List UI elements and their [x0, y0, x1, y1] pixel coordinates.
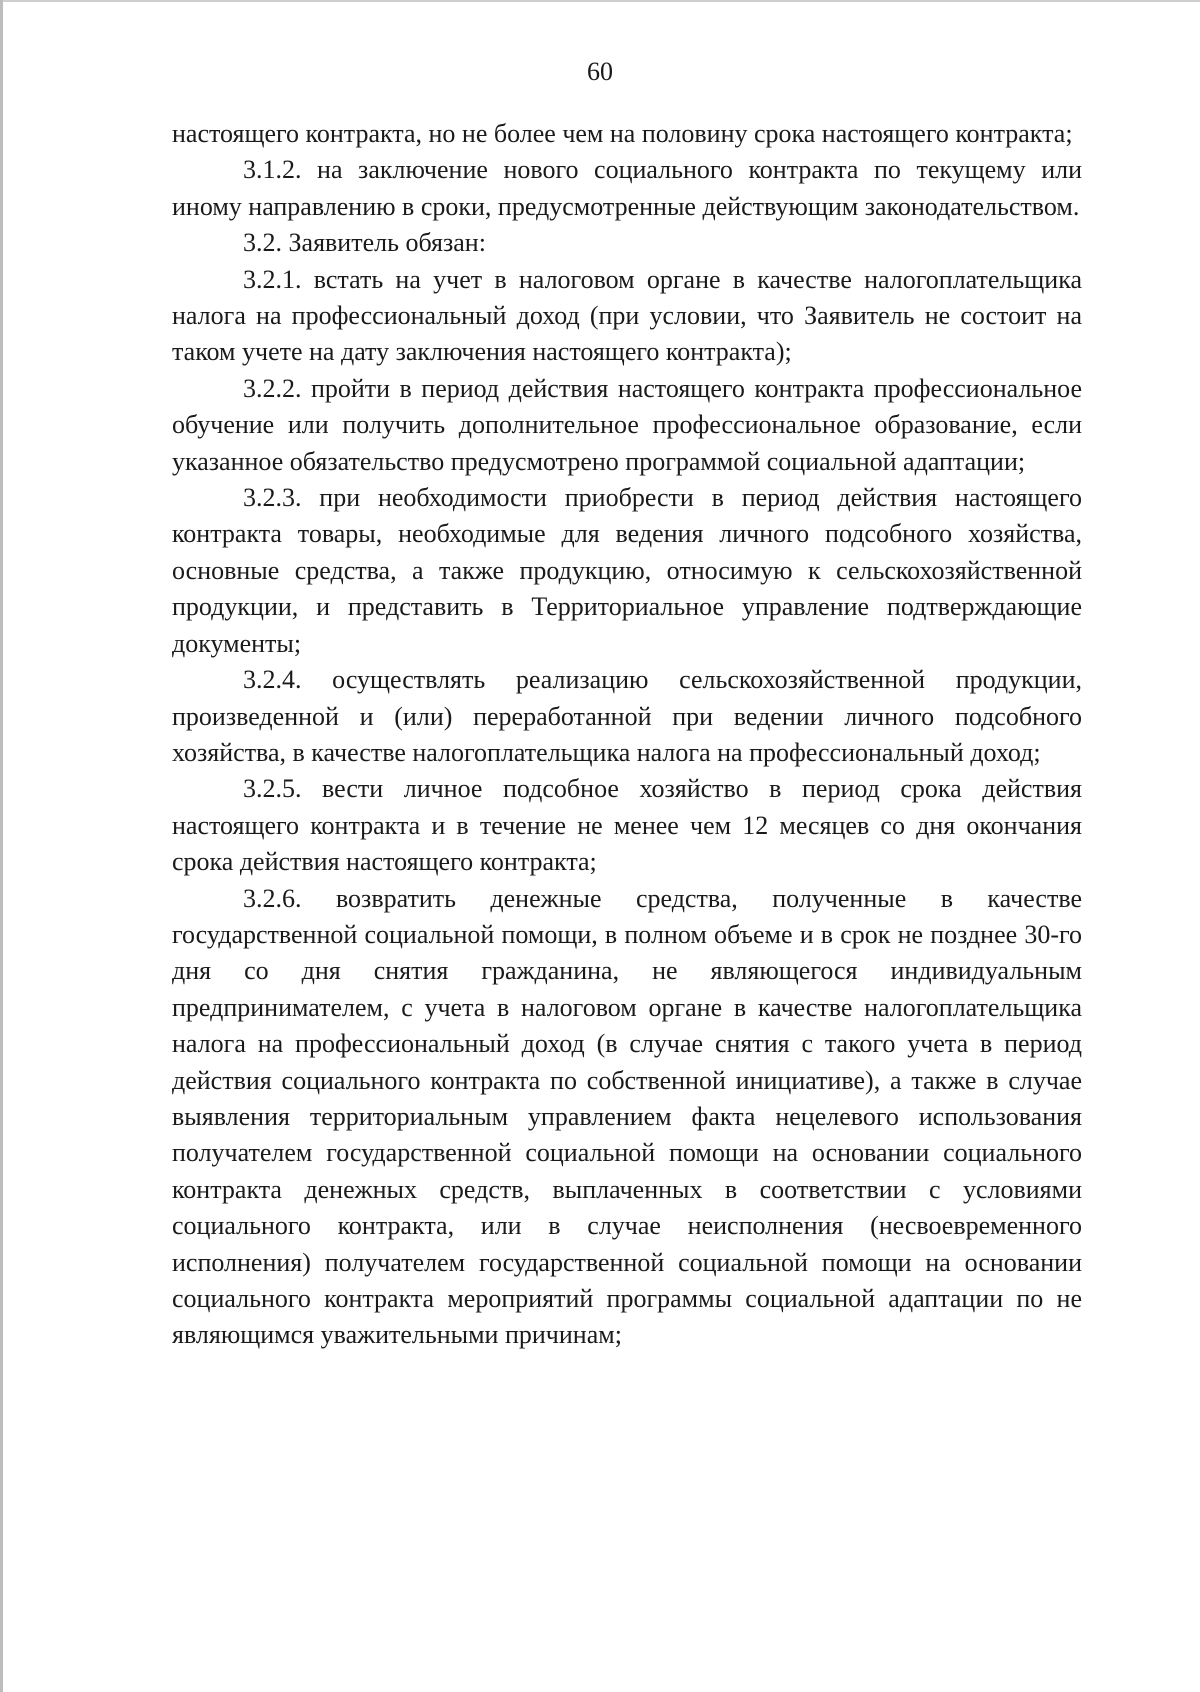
paragraph-3-2: 3.2. Заявитель обязан: — [243, 228, 486, 258]
page-top-edge — [0, 0, 1200, 2]
paragraph-3-2-6: 3.2.6. возвратить денежные средства, полученные в качестве государственной социальной помощи, в полном объеме и в срок не позднее 30-го дня со дня снятия гражданина, не являющегося индивидуальным предпринимателем, с учета в налоговом органе в качестве налогоплательщика налога на профессиональный доход (в случае снятия с такого учета в период действия социального контракта по собственной инициативе), а также в случае выявления территориальным управлением факта нецелевого использования получателем государственной социальной помощи на основании социального контракта денежных средств, выплаченных в соответствии с условиями социального контракта, или в случае неисполнения (несвоевременного исполнения) получателем государственной социальной помощи на основании социального контракта мероприятий программы социальной адаптации по не являющимся уважительными причинам; — [172, 883, 1082, 1350]
paragraph-3-2-1: 3.2.1. встать на учет в налоговом органе в качестве налогоплательщика налога на профессиональный доход (при условии, что Заявитель не состоит на таком учете на дату заключения настоящего контракта); — [172, 264, 1082, 367]
paragraph-3-2-4: 3.2.4. осуществлять реализацию сельскохозяйственной продукции, произведенной и (или) переработанной при ведении личного подсобного хозяйства, в качестве налогоплательщика налога на профессиональный доход; — [172, 665, 1082, 767]
page-number: 60 — [587, 57, 613, 86]
document-body — [172, 116, 1082, 1354]
page-left-edge — [0, 0, 3, 1692]
paragraph-continuation: настоящего контракта, но не более чем на половину срока настоящего контракта; — [172, 119, 1073, 148]
paragraph-3-2-3: 3.2.3. при необходимости приобрести в период действия настоящего контракта товары, необходимые для ведения личного подсобного хозяйства, основные средства, а также продукцию, относимую к сельскохозяйственной продукции, и представить в Территориальное управление подтверждающие документы; — [172, 483, 1082, 658]
paragraph-3-2-5: 3.2.5. вести личное подсобное хозяйство в период срока действия настоящего контракта и в течение не менее чем 12 месяцев со дня окончания срока действия настоящего контракта; — [172, 774, 1082, 877]
paragraph-3-1-2: 3.1.2. на заключение нового социального контракта по текущему или иному направлению в сроки, предусмотренные действующим законодательством. — [172, 155, 1082, 221]
paragraph-3-2-2: 3.2.2. пройти в период действия настоящего контракта профессиональное обучение или получить дополнительное профессиональное образование, если указанное обязательство предусмотрено программой социальной адаптации; — [172, 373, 1082, 476]
